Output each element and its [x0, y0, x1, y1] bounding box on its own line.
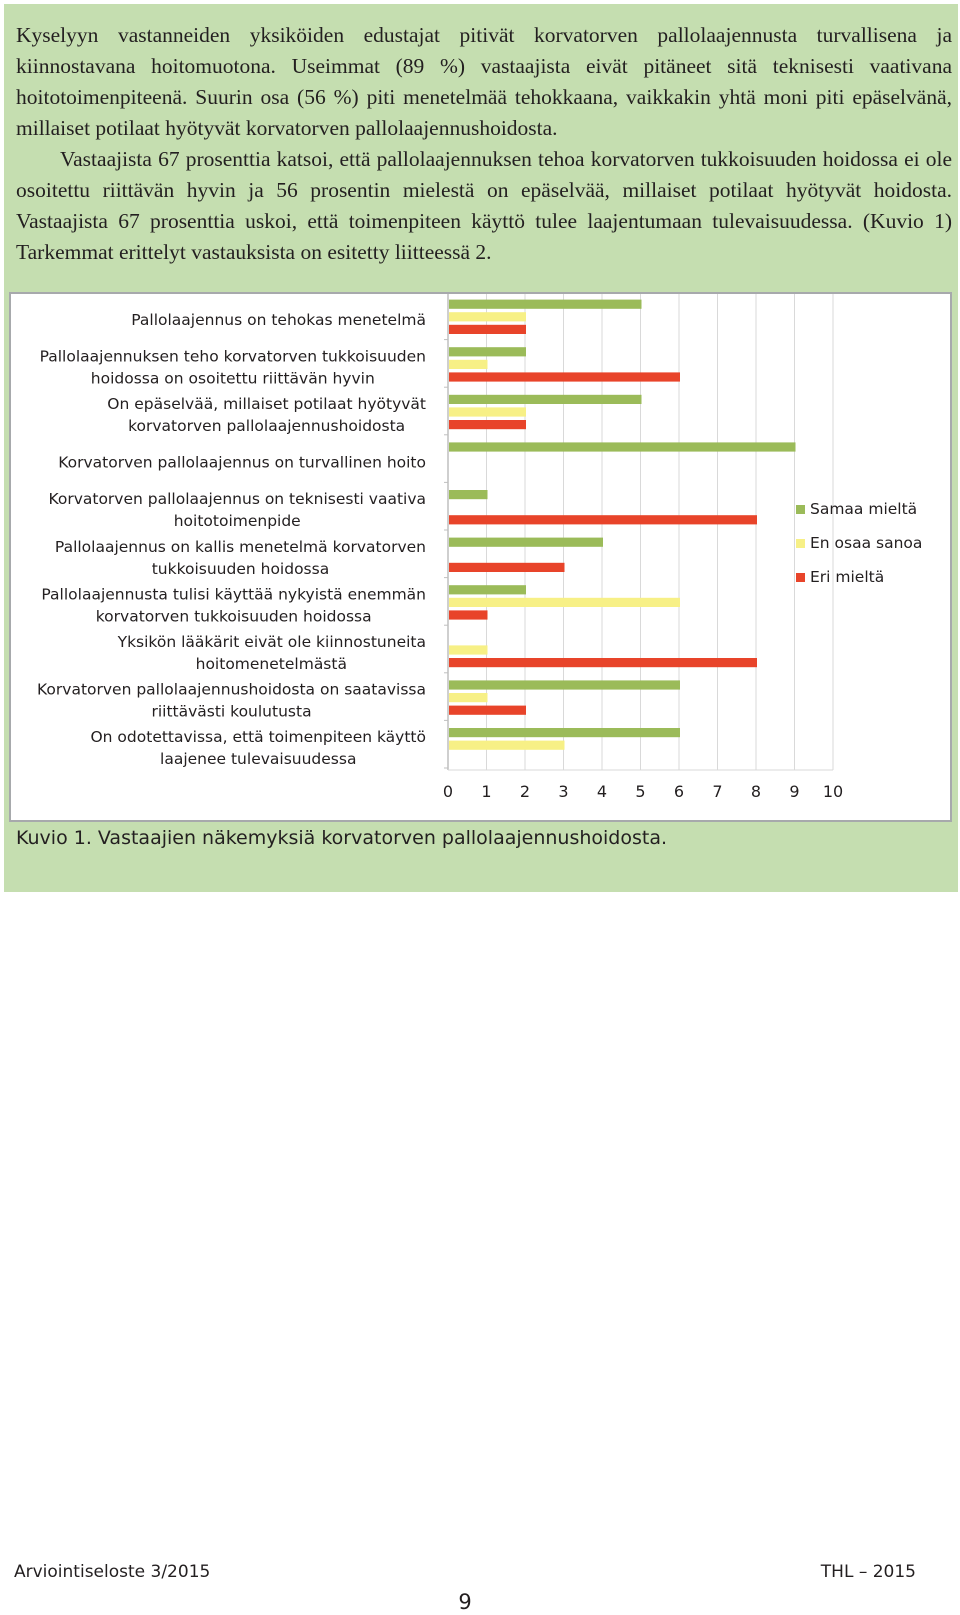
x-tick-label: 0	[442, 782, 454, 801]
category-label-line: On epäselvää, millaiset potilaat hyötyvät	[107, 395, 426, 413]
category-label-line: riittävästi koulutusta	[151, 702, 312, 721]
category-label	[107, 395, 426, 435]
bar-en-osaa-10	[449, 741, 565, 750]
category-label-line: On odotettavissa, että toimenpiteen käyttö	[90, 728, 426, 747]
x-tick-label: 5	[635, 782, 646, 801]
bar-en-osaa-8	[449, 645, 488, 654]
category-label-line: Pallolaajennus on kallis menetelmä korvatorven	[54, 537, 426, 556]
paragraph-2: Vastaajista 67 prosenttia katsoi, että pallolaajennuksen tehoa korvatorven tukkoisuuden hoidossa ei ole osoitettu riittävän hyvin ja 56 prosentin mielestä on epäselvää, millaiset potilaat hyötyvät hoidosta. Vastaajista 67 prosenttia uskoi, että toimenpiteen käyttö tulee laajentumaan tulevaisuudessa. (Kuvio 1) Tarkemmat erittelyt vastauksista on esitetty liitteessä 2.	[16, 147, 952, 264]
bar-eri-1	[449, 325, 526, 334]
legend-label: Eri mieltä	[810, 568, 885, 586]
category-label-line: tukkoisuuden hoidossa	[151, 559, 330, 578]
category-label	[40, 347, 426, 387]
bar-en-osaa-1	[449, 312, 526, 321]
legend-swatch-eri	[796, 573, 805, 582]
bar-en-osaa-9	[449, 693, 488, 702]
x-tick-label: 6	[673, 782, 685, 801]
x-tick-label: 9	[789, 782, 800, 801]
category-label	[41, 585, 426, 625]
bar-samaa-4	[449, 442, 796, 451]
category-label-line: korvatorven pallolaajennushoidosta	[128, 417, 406, 435]
x-tick-label: 4	[596, 782, 608, 801]
category-label-line: Korvatorven pallolaajennushoidosta on saatavissa	[37, 680, 426, 699]
legend-swatch-en-osaa	[796, 539, 805, 548]
footer-publisher: THL – 2015	[820, 1562, 916, 1582]
bar-samaa-3	[449, 395, 642, 404]
x-tick-label: 2	[519, 782, 531, 801]
page-number: 9	[458, 1590, 472, 1614]
bar-en-osaa-3	[449, 407, 526, 416]
bar-eri-2	[449, 372, 680, 381]
category-label	[48, 490, 426, 530]
x-tick-label: 3	[558, 782, 569, 801]
category-label-line: korvatorven tukkoisuuden hoidossa	[95, 607, 372, 626]
category-label	[37, 681, 426, 721]
bar-eri-8	[449, 658, 757, 667]
bar-samaa-6	[449, 538, 603, 547]
x-tick-label: 7	[712, 782, 723, 801]
category-label-line: hoidossa on osoitettu riittävän hyvin	[90, 369, 375, 388]
category-label	[55, 538, 426, 578]
chart-frame	[9, 292, 952, 822]
x-tick-label: 10	[822, 782, 844, 801]
category-label-line: laajenee tulevaisuudessa	[160, 750, 357, 769]
category-label	[131, 311, 426, 329]
legend-label: En osaa sanoa	[810, 534, 923, 552]
bar-samaa-2	[449, 347, 526, 356]
category-label-line: hoitotoimenpide	[173, 512, 301, 531]
bar-samaa-9	[449, 680, 680, 689]
category-label-line: Pallolaajennuksen teho korvatorven tukkoisuuden	[39, 347, 426, 366]
paragraph-1: Kyselyyn vastanneiden yksiköiden edustajat pitivät korvatorven pallolaajennusta turvallisena ja kiinnostavana hoitomuotona. Useimmat (89 %) vastaajista eivät pitäneet sitä teknisesti vaativana hoitotoimenpiteenä. Suurin osa (56 %) piti menetelmää tehokkaana, vaikkakin yhtä moni piti epäselvänä, millaiset potilaat hyötyvät korvatorven pallolaajennushoidosta.	[16, 23, 952, 140]
bar-en-osaa-7	[449, 598, 680, 607]
category-label	[58, 454, 426, 472]
category-label	[117, 633, 426, 673]
figure-caption: Kuvio 1. Vastaajien näkemyksiä korvatorven pallolaajennushoidosta.	[16, 827, 668, 849]
footer-publication: Arviointiseloste 3/2015	[14, 1562, 211, 1582]
category-label-line: Pallolaajennusta tulisi käyttää nykyistä enemmän	[41, 585, 426, 604]
bar-samaa-1	[449, 300, 642, 309]
x-tick-label: 8	[750, 782, 762, 801]
bar-eri-3	[449, 420, 526, 429]
bar-eri-7	[449, 610, 488, 619]
category-label-line: Korvatorven pallolaajennus on turvallinen hoito	[58, 453, 426, 472]
bar-eri-9	[449, 706, 526, 715]
category-label-line: Pallolaajennus on tehokas menetelmä	[131, 310, 426, 329]
legend-swatch-samaa	[796, 505, 805, 514]
bar-samaa-5	[449, 490, 488, 499]
category-label-line: hoitomenetelmästä	[195, 655, 347, 673]
bar-eri-5	[449, 515, 757, 524]
category-label-line: Korvatorven pallolaajennus on teknisesti vaativa	[48, 490, 426, 509]
bar-chart	[11, 294, 950, 820]
bar-eri-6	[449, 563, 565, 572]
body-text	[16, 20, 952, 268]
legend-label: Samaa mieltä	[810, 500, 918, 518]
x-tick-label: 1	[481, 782, 492, 801]
bar-en-osaa-2	[449, 360, 488, 369]
category-label	[90, 728, 426, 768]
category-label-line: Yksikön lääkärit eivät ole kiinnostuneita	[117, 633, 426, 651]
bar-samaa-7	[449, 585, 526, 594]
bar-samaa-10	[449, 728, 680, 737]
